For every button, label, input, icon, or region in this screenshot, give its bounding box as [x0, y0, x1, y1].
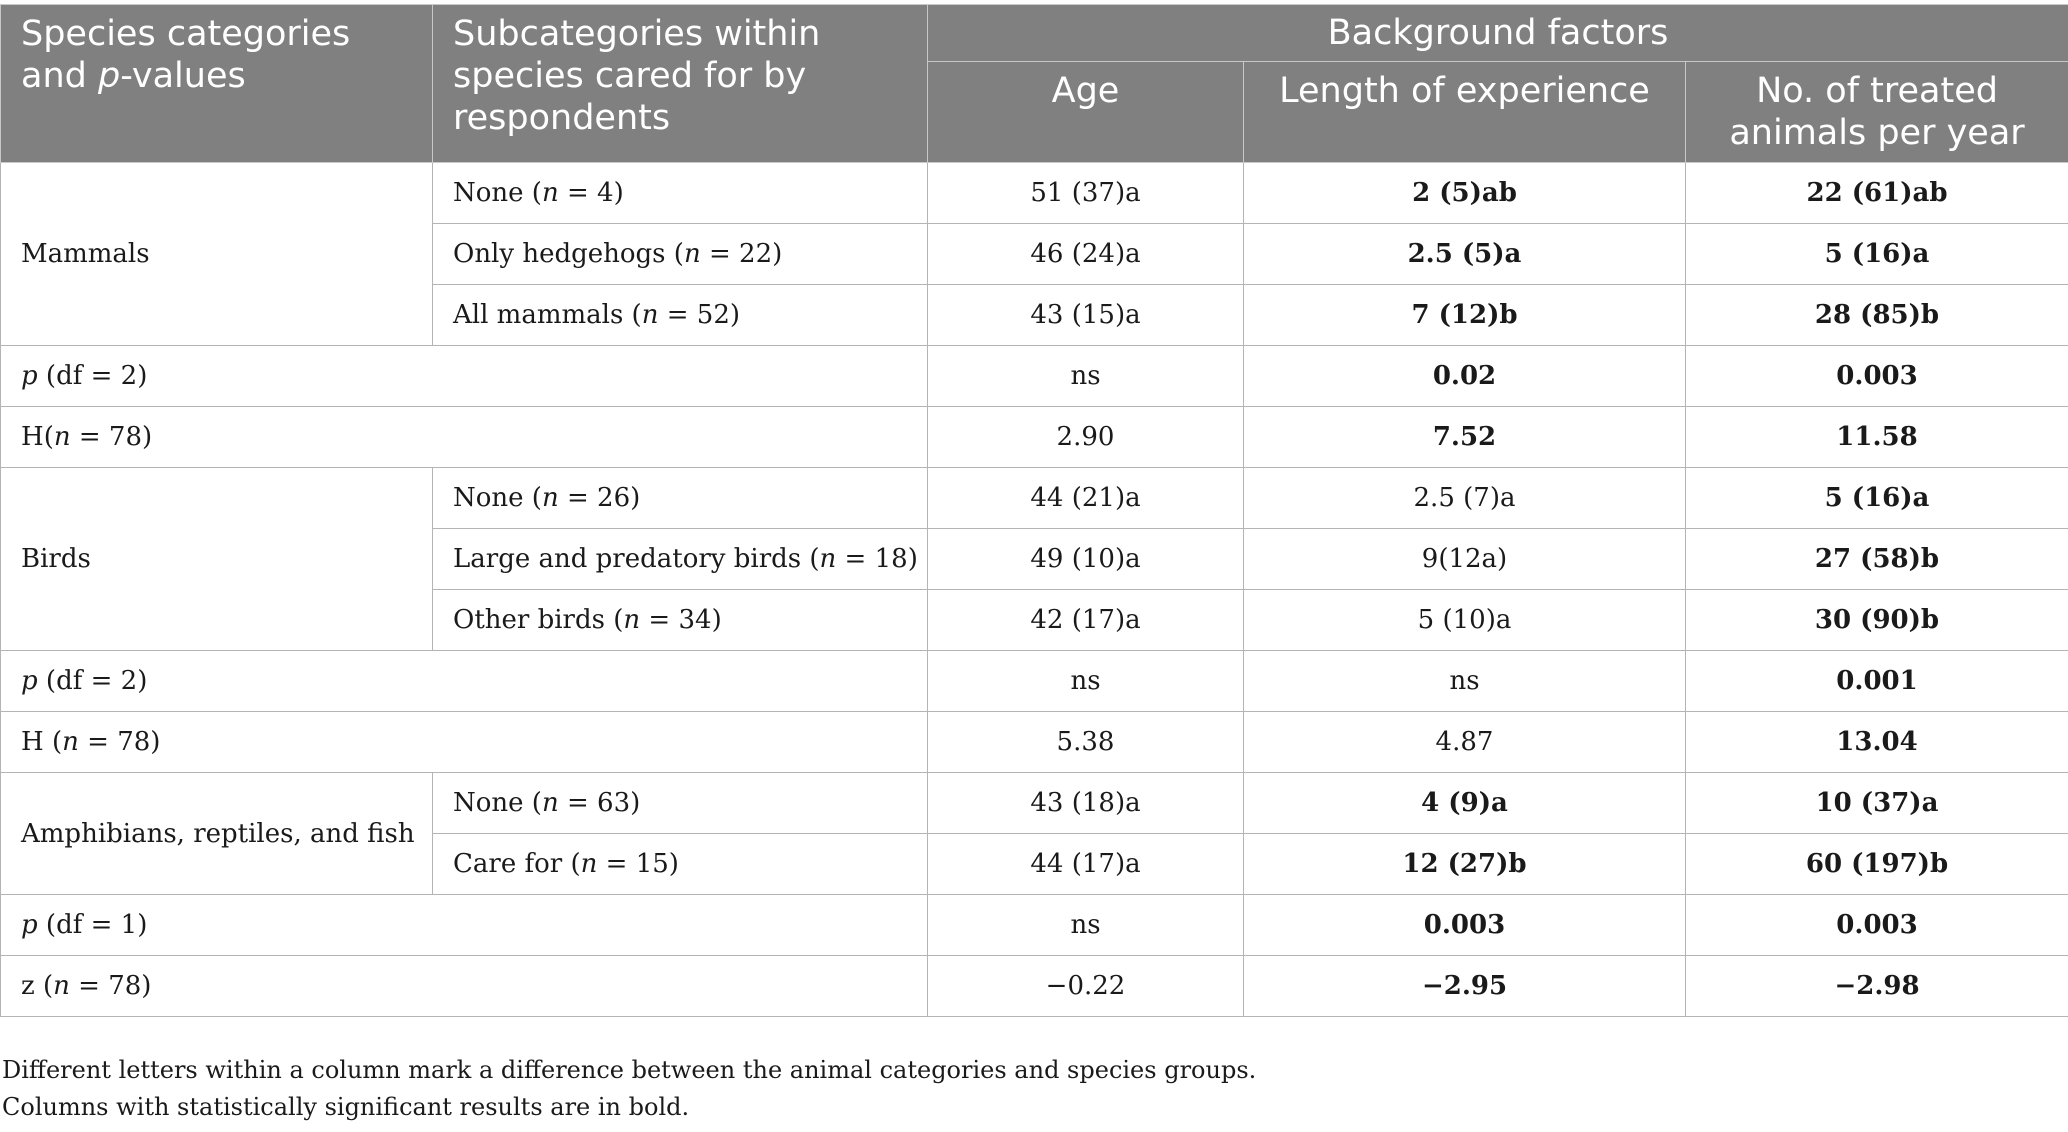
subcategory-cell: Other birds (n = 34): [433, 590, 928, 651]
experience-cell: 5 (10)a: [1244, 590, 1686, 651]
treated-cell: 10 (37)a: [1686, 773, 2068, 834]
statistic-row: [1, 956, 2068, 1017]
age-cell: ns: [928, 346, 1244, 407]
p-value-row: [1, 346, 2068, 407]
age-cell: 43 (18)a: [928, 773, 1244, 834]
age-cell: ns: [928, 895, 1244, 956]
header-background-factors: Background factors: [928, 5, 2068, 62]
subcategory-cell: Only hedgehogs (n = 22): [433, 224, 928, 285]
statistic-label: H (n = 78): [1, 712, 928, 773]
experience-cell: ns: [1244, 651, 1686, 712]
experience-cell: 0.02: [1244, 346, 1686, 407]
header-age: Age: [928, 62, 1244, 163]
age-cell: 2.90: [928, 407, 1244, 468]
category-cell: Birds: [1, 468, 433, 651]
experience-cell: −2.95: [1244, 956, 1686, 1017]
experience-cell: 9(12a): [1244, 529, 1686, 590]
statistic-row: [1, 407, 2068, 468]
experience-cell: 2.5 (7)a: [1244, 468, 1686, 529]
footnote-bold: Columns with statistically significant results are in bold.: [2, 1093, 690, 1121]
footnote-letters: Different letters within a column mark a difference between the animal categories and species groups.: [2, 1056, 1257, 1084]
treated-cell: −2.98: [1686, 956, 2068, 1017]
p-value-label: p (df = 1): [1, 895, 928, 956]
age-cell: 51 (37)a: [928, 163, 1244, 224]
treated-cell: 0.003: [1686, 895, 2068, 956]
subcategory-cell: None (n = 26): [433, 468, 928, 529]
treated-cell: 27 (58)b: [1686, 529, 2068, 590]
subcategory-cell: None (n = 63): [433, 773, 928, 834]
treated-cell: 0.001: [1686, 651, 2068, 712]
treated-cell: 11.58: [1686, 407, 2068, 468]
treated-cell: 0.003: [1686, 346, 2068, 407]
category-cell: Mammals: [1, 163, 433, 346]
age-cell: 49 (10)a: [928, 529, 1244, 590]
treated-cell: 28 (85)b: [1686, 285, 2068, 346]
table-footnotes: [0, 1052, 1256, 1126]
age-cell: 44 (17)a: [928, 834, 1244, 895]
header-treated-animals: No. of treated animals per year: [1686, 62, 2068, 163]
header-length-of-experience: Length of experience: [1244, 62, 1686, 163]
treated-cell: 5 (16)a: [1686, 468, 2068, 529]
statistic-label: z (n = 78): [1, 956, 928, 1017]
subcategory-cell: All mammals (n = 52): [433, 285, 928, 346]
p-value-label: p (df = 2): [1, 346, 928, 407]
results-table: [0, 4, 2068, 1017]
header-subcategories: Subcategories within species cared for by respondents: [433, 5, 928, 163]
treated-cell: 13.04: [1686, 712, 2068, 773]
p-value-label: p (df = 2): [1, 651, 928, 712]
statistic-label: H(n = 78): [1, 407, 928, 468]
p-value-row: [1, 895, 2068, 956]
experience-cell: 0.003: [1244, 895, 1686, 956]
table-row: [1, 468, 2068, 529]
age-cell: 44 (21)a: [928, 468, 1244, 529]
subcategory-cell: Care for (n = 15): [433, 834, 928, 895]
experience-cell: 2.5 (5)a: [1244, 224, 1686, 285]
statistic-row: [1, 712, 2068, 773]
experience-cell: 7 (12)b: [1244, 285, 1686, 346]
age-cell: 46 (24)a: [928, 224, 1244, 285]
header-row-1: [1, 5, 2068, 62]
experience-cell: 4.87: [1244, 712, 1686, 773]
header-species-categories: Species categories and p-values: [1, 5, 433, 163]
treated-cell: 22 (61)ab: [1686, 163, 2068, 224]
results-table-container: [0, 4, 2068, 1017]
p-value-row: [1, 651, 2068, 712]
age-cell: 5.38: [928, 712, 1244, 773]
experience-cell: 2 (5)ab: [1244, 163, 1686, 224]
age-cell: 42 (17)a: [928, 590, 1244, 651]
age-cell: 43 (15)a: [928, 285, 1244, 346]
subcategory-cell: None (n = 4): [433, 163, 928, 224]
subcategory-cell: Large and predatory birds (n = 18): [433, 529, 928, 590]
age-cell: −0.22: [928, 956, 1244, 1017]
treated-cell: 5 (16)a: [1686, 224, 2068, 285]
experience-cell: 12 (27)b: [1244, 834, 1686, 895]
experience-cell: 4 (9)a: [1244, 773, 1686, 834]
category-cell: Amphibians, reptiles, and fish: [1, 773, 433, 895]
table-row: [1, 163, 2068, 224]
age-cell: ns: [928, 651, 1244, 712]
table-row: [1, 773, 2068, 834]
treated-cell: 30 (90)b: [1686, 590, 2068, 651]
treated-cell: 60 (197)b: [1686, 834, 2068, 895]
experience-cell: 7.52: [1244, 407, 1686, 468]
